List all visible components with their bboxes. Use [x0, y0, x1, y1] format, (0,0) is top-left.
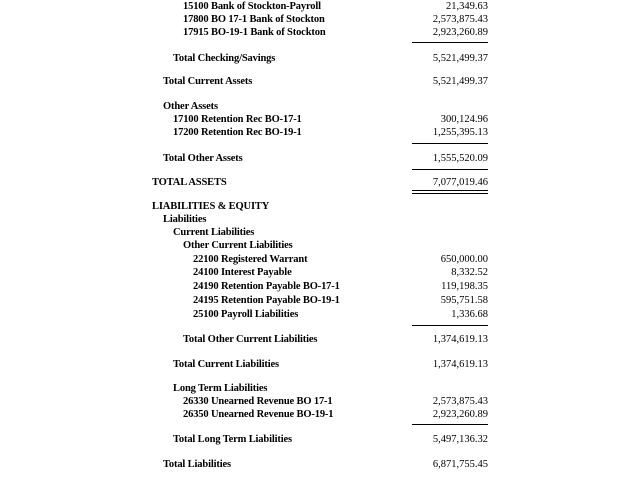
grand-total-label: TOTAL ASSETS	[152, 177, 227, 188]
section-heading: LIABILITIES & EQUITY	[152, 201, 270, 212]
subtotal-rule	[412, 424, 488, 425]
total-amount: 6,871,755.45	[432, 459, 488, 470]
section-heading: Long Term Liabilities	[173, 383, 268, 394]
subtotal-row	[0, 433, 640, 447]
account-amount: 2,573,875.43	[432, 14, 488, 25]
account-label: 26350 Unearned Revenue BO-19-1	[183, 409, 334, 420]
subtotal-label: Total Checking/Savings	[173, 53, 276, 64]
account-row	[0, 0, 640, 14]
total-amount: 5,521,499.37	[432, 76, 488, 87]
account-amount: 2,573,875.43	[432, 396, 488, 407]
total-label: Total Current Assets	[163, 76, 253, 87]
section-heading: Other Assets	[163, 101, 218, 112]
account-amount: 2,923,260.89	[432, 409, 488, 420]
total-rule	[412, 169, 488, 170]
subtotal-amount: 1,555,520.09	[432, 153, 488, 164]
total-label: Total Liabilities	[163, 459, 231, 470]
subtotal-row	[0, 333, 640, 347]
account-row	[0, 395, 640, 409]
subtotal-label: Total Other Current Liabilities	[183, 334, 318, 345]
subtotal-label: Total Long Term Liabilities	[173, 434, 292, 445]
total-amount: 1,374,619.13	[432, 359, 488, 370]
account-amount: 650,000.00	[440, 254, 488, 265]
account-amount: 2,923,260.89	[432, 27, 488, 38]
account-label: 15100 Bank of Stockton-Payroll	[183, 1, 321, 12]
account-amount: 1,255,395.13	[432, 127, 488, 138]
account-label: 24190 Retention Payable BO-17-1	[193, 281, 340, 292]
subtotal-rule	[412, 42, 488, 43]
account-row	[0, 113, 640, 127]
account-row	[0, 408, 640, 422]
account-label: 22100 Registered Warrant	[193, 254, 308, 265]
account-label: 17100 Retention Rec BO-17-1	[173, 114, 302, 125]
section-heading-row	[0, 100, 640, 114]
account-amount: 21,349.63	[446, 1, 488, 12]
section-heading-row	[0, 200, 640, 214]
account-row	[0, 308, 640, 322]
subtotal-row	[0, 152, 640, 166]
account-label: 17800 BO 17-1 Bank of Stockton	[183, 14, 325, 25]
total-label: Total Current Liabilities	[173, 359, 279, 370]
account-row	[0, 126, 640, 140]
section-heading: Current Liabilities	[173, 227, 255, 238]
section-heading-row	[0, 382, 640, 396]
account-amount: 1,336.68	[451, 309, 488, 320]
account-label: 25100 Payroll Liabilities	[193, 309, 299, 320]
account-label: 26330 Unearned Revenue BO 17-1	[183, 396, 333, 407]
account-amount: 595,751.58	[440, 295, 488, 306]
account-amount: 8,332.52	[451, 267, 488, 278]
section-heading: Other Current Liabilities	[183, 240, 293, 251]
account-label: 24195 Retention Payable BO-19-1	[193, 295, 340, 306]
account-label: 17200 Retention Rec BO-19-1	[173, 127, 302, 138]
account-label: 24100 Interest Payable	[193, 267, 292, 278]
total-row	[0, 358, 640, 372]
subtotal-amount: 5,521,499.37	[432, 53, 488, 64]
account-amount: 300,124.96	[440, 114, 488, 125]
section-heading-row	[0, 239, 640, 253]
account-amount: 119,198.35	[441, 281, 488, 292]
grand-total-amount: 7,077,019.46	[432, 177, 488, 188]
subtotal-label: Total Other Assets	[163, 153, 243, 164]
subtotal-amount: 5,497,136.32	[432, 434, 488, 445]
double-underline	[412, 190, 488, 194]
section-heading-row	[0, 226, 640, 240]
total-row	[0, 75, 640, 89]
grand-total-row	[0, 176, 640, 190]
subtotal-rule	[412, 325, 488, 326]
account-row	[0, 26, 640, 40]
total-row	[0, 458, 640, 472]
account-row	[0, 280, 640, 294]
account-row	[0, 266, 640, 280]
account-row	[0, 294, 640, 308]
section-heading-row	[0, 213, 640, 227]
account-row	[0, 253, 640, 267]
account-label: 17915 BO-19-1 Bank of Stockton	[183, 27, 326, 38]
subtotal-rule	[412, 143, 488, 144]
subtotal-amount: 1,374,619.13	[432, 334, 488, 345]
subtotal-row	[0, 52, 640, 66]
account-row	[0, 13, 640, 27]
section-heading: Liabilities	[163, 214, 207, 225]
